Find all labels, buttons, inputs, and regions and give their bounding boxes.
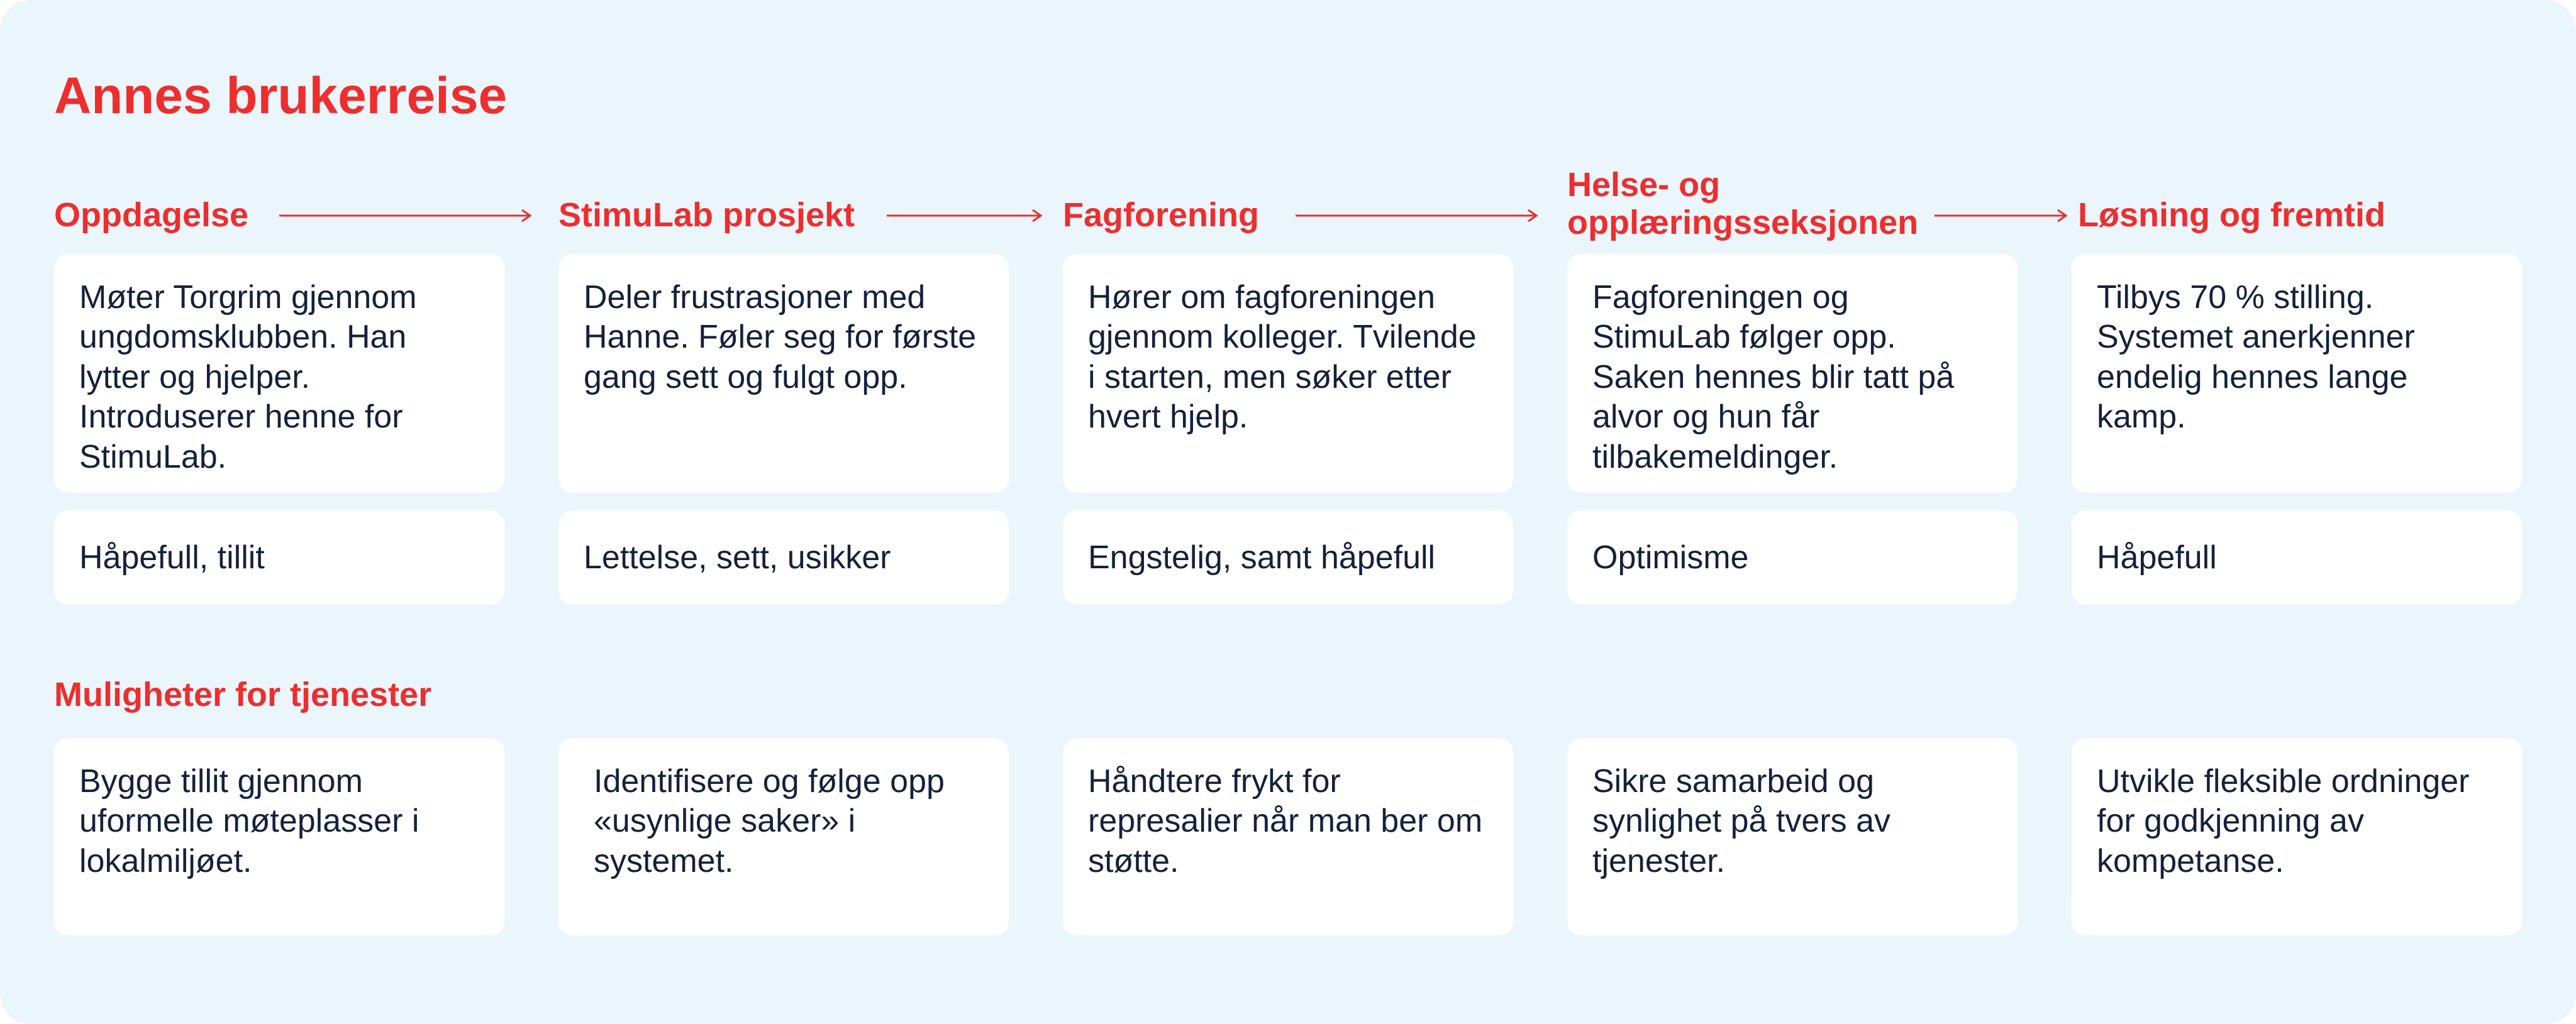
stage-emotion-card: Optimisme [1567,510,2018,605]
arrow-icon [887,209,1043,222]
stage-description-card: Hører om fagforeningen gjennom kolleger. Tvilende i starten, men søker etter hvert hjelp. [1063,254,1513,493]
stage-description-card: Møter Torgrim gjennom ungdomsklubben. Han lytter og hjelper. Introduserer henne for StimuLab. [54,254,504,493]
opportunity-card: Identifisere og følge opp «usynlige saker» i systemet. [558,738,1009,935]
stage-emotion-card: Lettelse, sett, usikker [558,510,1009,605]
stage-description-card: Fagforeningen og StimuLab følger opp. Saken hennes blir tatt på alvor og hun får tilbakemeldinger. [1567,254,2018,493]
opportunity-card: Håndtere frykt for represalier når man ber om støtte. [1063,738,1513,935]
arrow-icon [279,209,532,222]
stage-heading-fagforening: Fagforening [1063,196,1259,234]
stage-heading-helse-opplaering: Helse- og opplæringsseksjonen [1567,166,1919,242]
stage-emotion-card: Håpefull, tillit [54,510,504,605]
stage-description-card: Deler frustrasjoner med Hanne. Føler seg for første gang sett og fulgt opp. [558,254,1009,493]
stage-emotion-card: Håpefull [2072,510,2522,605]
stage-emotion-card: Engstelig, samt håpefull [1063,510,1513,605]
opportunities-heading: Muligheter for tjenester [54,676,432,713]
page-title: Annes brukerreise [54,67,508,124]
opportunity-card: Utvikle fleksible ordninger for godkjenning av kompetanse. [2072,738,2522,935]
stage-heading-oppdagelse: Oppdagelse [54,196,249,234]
arrow-icon [1296,209,1538,222]
stage-heading-stimulab: StimuLab prosjekt [558,196,855,234]
stage-heading-losning: Løsning og fremtid [2078,196,2385,234]
stage-description-card: Tilbys 70 % stilling. Systemet anerkjenner endelig hennes lange kamp. [2072,254,2522,493]
opportunity-card: Bygge tillit gjennom uformelle møteplasser i lokalmiljøet. [54,738,504,935]
arrow-icon [1935,209,2068,222]
opportunity-card: Sikre samarbeid og synlighet på tvers av tjenester. [1567,738,2018,935]
